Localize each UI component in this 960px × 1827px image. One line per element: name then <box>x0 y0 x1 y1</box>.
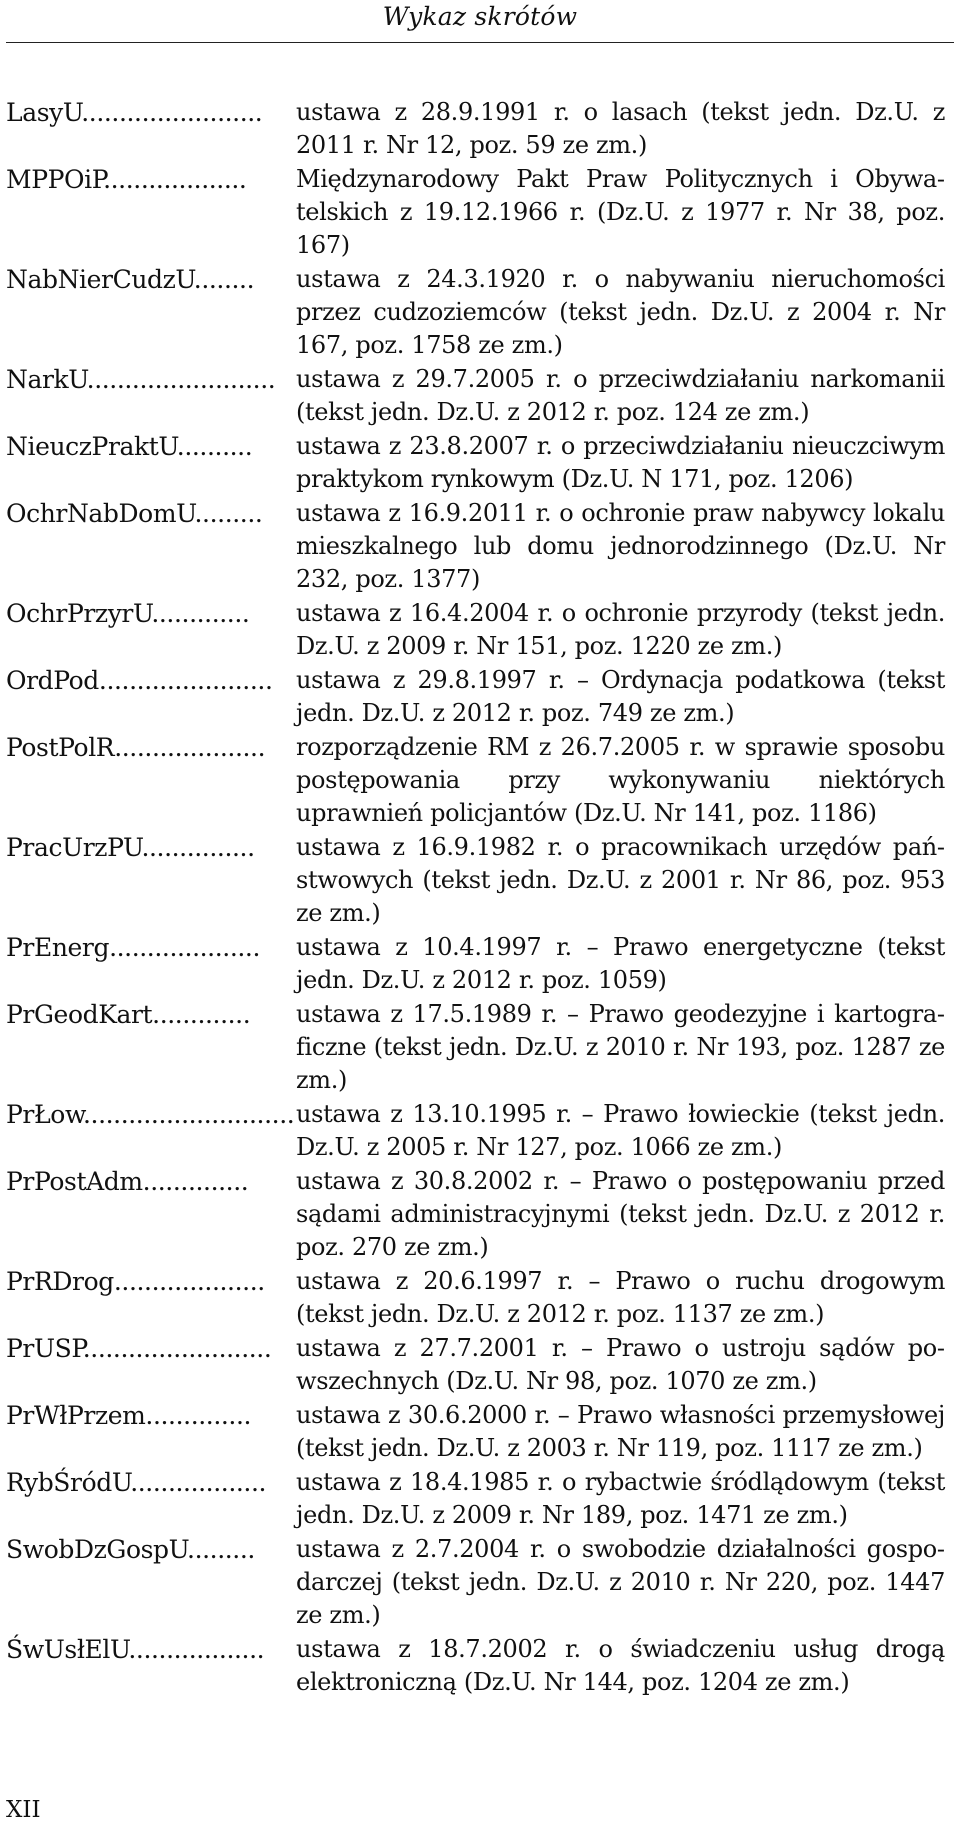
abbreviation-term: PrUSP......................... <box>6 1334 272 1363</box>
abbreviation-definition: ustawa z 18.4.1985 r. o rybactwie śródlądowym (tekst jedn. Dz.U. z 2009 r. Nr 189, poz. 1471 ze zm.) <box>296 1468 945 1529</box>
list-item <box>6 1165 955 1264</box>
abbreviation-definition: ustawa z 16.9.2011 r. o ochronie praw nabywcy lokalu mieszkalnego lub domu jednorodzinnego (Dz.U. Nr 232, poz. 1377) <box>296 499 945 593</box>
header-title: Wykaz skrótów <box>382 2 578 31</box>
abbreviation-term: ŚwUsłElU.................. <box>6 1635 265 1664</box>
abbreviation-definition: ustawa z 16.4.2004 r. o ochronie przyrody (tekst jedn. Dz.U. z 2009 r. Nr 151, poz. 1220 ze zm.) <box>296 599 945 660</box>
header-rule <box>6 42 954 43</box>
list-item <box>6 597 955 663</box>
abbreviation-definition: ustawa z 24.3.1920 r. o nabywaniu nieruchomości przez cudzoziemców (tekst jedn. Dz.U. z 2004 r. Nr 167, poz. 1758 ze zm.) <box>296 265 945 359</box>
list-item <box>6 430 955 496</box>
list-item <box>6 1098 955 1164</box>
abbreviation-definition: Międzynarodowy Pakt Praw Politycznych i Obywatelskich z 19.12.1966 r. (Dz.U. z 1977 r. Nr 38, poz. 167) <box>296 165 945 259</box>
abbreviation-definition: ustawa z 29.7.2005 r. o przeciwdziałaniu narkomanii (tekst jedn. Dz.U. z 2012 r. poz. 124 ze zm.) <box>296 365 945 426</box>
abbreviation-definition: ustawa z 30.6.2000 r. – Prawo własności przemysłowej (tekst jedn. Dz.U. z 2003 r. Nr 119, poz. 1117 ze zm.) <box>296 1401 945 1462</box>
abbreviation-term: PrRDrog.................... <box>6 1267 265 1296</box>
abbreviation-definition: ustawa z 27.7.2001 r. – Prawo o ustroju sądów powszechnych (Dz.U. Nr 98, poz. 1070 ze zm.) <box>296 1334 945 1395</box>
list-item <box>6 1265 955 1331</box>
abbreviation-term: PracUrzPU............... <box>6 833 255 862</box>
abbreviation-term: PrEnerg.................... <box>6 933 261 962</box>
running-header <box>0 0 960 44</box>
list-item <box>6 96 955 162</box>
abbreviation-term: PrGeodKart............. <box>6 1000 251 1029</box>
abbreviation-term: OchrPrzyrU............. <box>6 599 250 628</box>
list-item <box>6 163 955 262</box>
abbreviation-term: NieuczPraktU.......... <box>6 432 253 461</box>
abbreviation-term: PrŁow............................ <box>6 1100 295 1129</box>
abbreviation-term: RybŚródU.................. <box>6 1468 267 1497</box>
abbreviation-term: PrWłPrzem.............. <box>6 1401 252 1430</box>
abbreviation-list <box>6 96 955 1699</box>
abbreviation-term: SwobDzGospU......... <box>6 1535 255 1564</box>
abbreviation-definition: ustawa z 20.6.1997 r. – Prawo o ruchu drogowym (tekst jedn. Dz.U. z 2012 r. poz. 1137 ze zm.) <box>296 1267 945 1328</box>
abbreviation-definition: ustawa z 30.8.2002 r. – Prawo o postępowaniu przed sądami administracyjnymi (tekst jedn. Dz.U. z 2012 r. poz. 270 ze zm.) <box>296 1167 945 1261</box>
abbreviation-definition: ustawa z 23.8.2007 r. o przeciwdziałaniu nieuczciwym praktykom rynkowym (Dz.U. N 171, poz. 1206) <box>296 432 945 493</box>
abbreviation-term: OchrNabDomU......... <box>6 499 263 528</box>
abbreviation-definition: ustawa z 13.10.1995 r. – Prawo łowieckie (tekst jedn. Dz.U. z 2005 r. Nr 127, poz. 1066 ze zm.) <box>296 1100 945 1161</box>
list-item <box>6 497 955 596</box>
abbreviation-definition: ustawa z 16.9.1982 r. o pracownikach urzędów państwowych (tekst jedn. Dz.U. z 2001 r. Nr 86, poz. 953 ze zm.) <box>296 833 945 927</box>
abbreviation-definition: ustawa z 2.7.2004 r. o swobodzie działalności gospodarczej (tekst jedn. Dz.U. z 2010 r. Nr 220, poz. 1447 ze zm.) <box>296 1535 945 1629</box>
abbreviation-term: OrdPod....................... <box>6 666 273 695</box>
list-item <box>6 1533 955 1632</box>
list-item <box>6 363 955 429</box>
list-item <box>6 664 955 730</box>
list-item <box>6 1466 955 1532</box>
abbreviation-definition: rozporządzenie RM z 26.7.2005 r. w sprawie sposobu postępowania przy wykonywaniu niektórych uprawnień policjantów (Dz.U. Nr 141, poz. 1186) <box>296 733 945 827</box>
list-item <box>6 931 955 997</box>
list-item <box>6 1332 955 1398</box>
abbreviation-term: MPPOiP................... <box>6 165 247 194</box>
abbreviation-definition: ustawa z 10.4.1997 r. – Prawo energetyczne (tekst jedn. Dz.U. z 2012 r. poz. 1059) <box>296 933 945 994</box>
list-item <box>6 263 955 362</box>
abbreviation-definition: ustawa z 18.7.2002 r. o świadczeniu usług drogą elektroniczną (Dz.U. Nr 144, poz. 1204 ze zm.) <box>296 1635 945 1696</box>
list-item <box>6 1399 955 1465</box>
abbreviation-definition: ustawa z 29.8.1997 r. – Ordynacja podatkowa (tekst jedn. Dz.U. z 2012 r. poz. 749 ze zm.) <box>296 666 945 727</box>
abbreviation-definition: ustawa z 17.5.1989 r. – Prawo geodezyjne i kartograficzne (tekst jedn. Dz.U. z 2010 r. Nr 193, poz. 1287 ze zm.) <box>296 1000 945 1094</box>
abbreviation-term: LasyU........................ <box>6 98 263 127</box>
abbreviation-term: NarkU......................... <box>6 365 276 394</box>
abbreviation-definition: ustawa z 28.9.1991 r. o lasach (tekst jedn. Dz.U. z 2011 r. Nr 12, poz. 59 ze zm.) <box>296 98 945 159</box>
list-item <box>6 998 955 1097</box>
page-number: XII <box>6 1797 41 1823</box>
list-item <box>6 731 955 830</box>
abbreviation-term: PostPolR.................... <box>6 733 266 762</box>
abbreviation-term: PrPostAdm.............. <box>6 1167 249 1196</box>
list-item <box>6 1633 955 1699</box>
list-item <box>6 831 955 930</box>
abbreviation-term: NabNierCudzU........ <box>6 265 255 294</box>
